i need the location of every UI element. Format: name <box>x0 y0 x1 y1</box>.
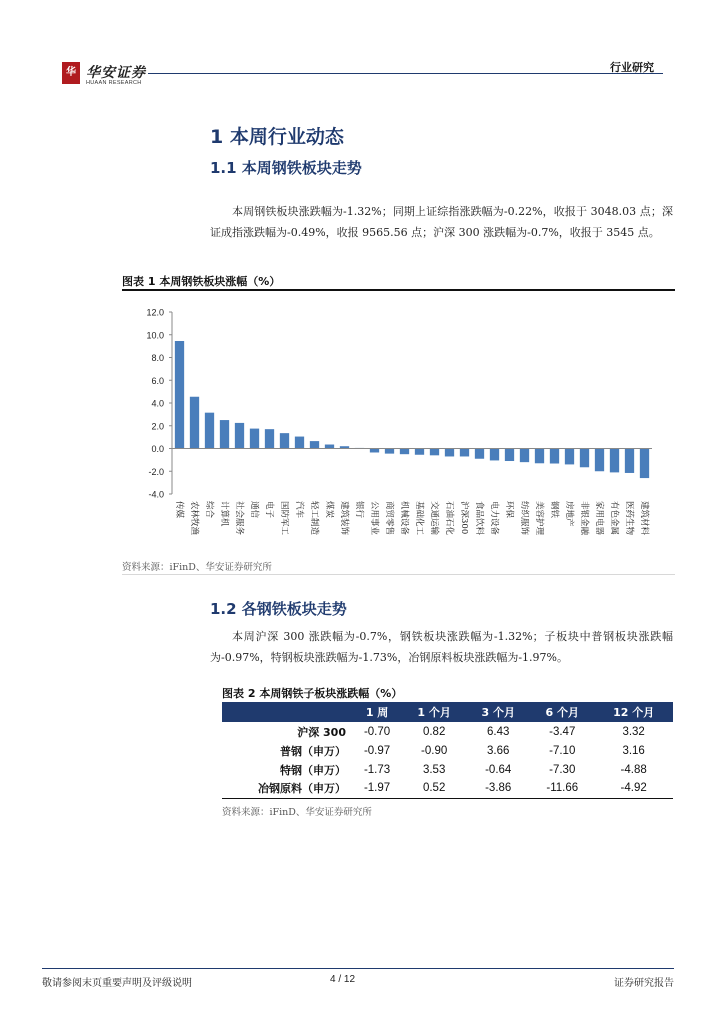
bar <box>175 341 184 448</box>
table-row <box>222 741 673 760</box>
figure2-source: 资料来源：iFinD、华安证券研究所 <box>222 807 372 818</box>
bar <box>625 449 634 473</box>
y-tick-label: 6.0 <box>151 375 164 386</box>
header-category: 行业研究 <box>610 61 654 74</box>
table-cell: 3.66 <box>487 744 510 757</box>
bar <box>580 449 589 468</box>
footer-report-type: 证券研究报告 <box>614 978 674 989</box>
x-tick-label: 计算机 <box>219 501 229 527</box>
section-title: 1 本周行业动态 <box>210 126 344 148</box>
x-tick-label: 美容护理 <box>534 501 544 536</box>
table-header-row <box>222 702 673 722</box>
x-tick-label: 汽车 <box>294 501 304 519</box>
bar <box>220 420 229 448</box>
x-tick-label: 社会服务 <box>234 501 244 536</box>
bar <box>640 449 649 479</box>
x-tick-label: 建筑材料 <box>639 501 649 536</box>
bar <box>535 449 544 464</box>
bar <box>460 449 469 457</box>
x-tick-label: 交通运输 <box>429 501 439 536</box>
logo-english: HUAAN RESEARCH <box>86 80 142 86</box>
bar <box>205 413 214 449</box>
x-tick-label: 环保 <box>504 501 514 519</box>
table-row-label: 冶钢原料（申万） <box>222 779 352 798</box>
bar <box>280 433 289 448</box>
bar <box>250 429 259 449</box>
x-tick-label: 银行 <box>354 501 364 519</box>
table-header-cell: 1 周 <box>352 702 402 722</box>
footer-disclaimer: 敬请参阅末页重要声明及评级说明 <box>42 978 192 989</box>
table-cell: 0.52 <box>402 779 466 798</box>
x-tick-label: 国防军工 <box>279 501 289 536</box>
x-tick-label: 公用事业 <box>369 501 379 536</box>
x-tick-label: 煤炭 <box>324 501 334 519</box>
y-tick-label: 10.0 <box>146 330 164 341</box>
bar <box>520 449 529 463</box>
bar <box>490 449 499 461</box>
table-row-label: 普钢（申万） <box>280 744 346 758</box>
x-tick-label: 非银金融 <box>579 501 589 536</box>
table-cell: -0.70 <box>363 725 391 738</box>
table-header-cell: 12 个月 <box>594 702 673 722</box>
x-tick-label: 钢铁 <box>549 501 559 519</box>
table-row-label: 沪深 300 <box>297 725 346 739</box>
bar <box>235 423 244 449</box>
paragraph-1-2: 本周沪深 300 涨跌幅为-0.7%，钢铁板块涨跌幅为-1.32%；子板块中普钢板块涨跌幅为-0.97%，特钢板块涨跌幅为-1.73%，冶钢原料板块涨跌幅为-1.97%。 <box>210 630 673 664</box>
bar <box>415 449 424 455</box>
table-cell: -1.97 <box>352 779 402 798</box>
x-tick-label: 有色金属 <box>609 501 619 536</box>
bar <box>370 449 379 453</box>
figure1-title: 图表 1 本周钢铁板块涨幅（%） <box>122 275 281 288</box>
subsection-title-1-1: 1.1 本周钢铁板块走势 <box>210 159 362 177</box>
y-tick-label: 12.0 <box>146 307 164 318</box>
figure1-source: 资料来源：iFinD、华安证券研究所 <box>122 562 272 573</box>
bar <box>550 449 559 464</box>
table-cell: -11.66 <box>530 779 594 798</box>
table-row-label: 特钢（申万） <box>280 763 346 777</box>
x-tick-label: 通信 <box>249 501 259 519</box>
y-tick-label: -2.0 <box>148 466 164 477</box>
table-cell: -0.97 <box>363 744 391 757</box>
figure1-divider <box>122 289 675 291</box>
x-tick-label: 食品饮料 <box>474 501 484 536</box>
bar <box>325 445 334 449</box>
bar-chart-svg <box>122 296 675 556</box>
x-tick-label: 建筑装饰 <box>339 501 349 536</box>
x-tick-label: 沪深300 <box>459 501 469 535</box>
page-header <box>0 0 724 92</box>
bar <box>190 397 199 449</box>
bar <box>385 449 394 454</box>
y-tick-label: -4.0 <box>148 489 164 500</box>
bar <box>505 449 514 462</box>
table-cell: -7.10 <box>549 744 576 757</box>
y-tick-label: 8.0 <box>151 353 164 363</box>
table-cell: -3.86 <box>466 779 530 798</box>
x-tick-label: 纺织服饰 <box>519 501 529 536</box>
table-header-cell: 6 个月 <box>530 702 594 722</box>
x-tick-label: 家用电器 <box>594 501 604 536</box>
bar <box>475 449 484 459</box>
table-row <box>222 760 673 779</box>
table-cell: 6.43 <box>487 725 510 738</box>
page-number: 4 / 12 <box>330 974 356 985</box>
table-cell: 3.32 <box>622 725 645 738</box>
bar <box>565 449 574 465</box>
paragraph-1-1: 本周钢铁板块涨跌幅为-1.32%；同期上证综指涨跌幅为-0.22%，收报于 3048.03 点；深证成指涨跌幅为-0.49%，收报 9565.56 点；沪深 300 涨跌幅为-0.7%，收报于 3545 点。 <box>210 205 673 239</box>
bar <box>310 441 319 448</box>
header-divider <box>148 73 663 74</box>
figure2-title: 图表 2 本周钢铁子板块涨跌幅（%） <box>222 687 403 700</box>
table-cell: -0.64 <box>485 763 512 776</box>
x-tick-label: 商贸零售 <box>384 501 394 536</box>
table-cell: 3.16 <box>622 744 645 757</box>
x-tick-label: 石油石化 <box>444 501 454 536</box>
x-tick-label: 机械设备 <box>399 501 409 536</box>
table-cell: -7.30 <box>549 763 576 776</box>
table-header-cell <box>222 702 352 722</box>
subsection-title-1-2: 1.2 各钢铁板块走势 <box>210 600 347 618</box>
table-cell: -3.47 <box>549 725 576 738</box>
table-row <box>222 779 673 798</box>
x-tick-label: 传媒 <box>174 501 184 519</box>
y-tick-label: 2.0 <box>151 421 164 432</box>
table-cell: -4.92 <box>594 779 673 798</box>
bar <box>295 437 304 449</box>
x-tick-label: 电子 <box>264 501 274 519</box>
table-cell: -4.88 <box>620 763 647 776</box>
bar <box>430 449 439 456</box>
x-tick-label: 农林牧渔 <box>189 501 199 536</box>
bar-chart <box>122 296 675 556</box>
table-row <box>222 722 673 741</box>
x-tick-label: 医药生物 <box>624 501 634 536</box>
footer-divider <box>42 968 674 969</box>
bar <box>400 449 409 455</box>
table-cell: -1.73 <box>363 763 391 776</box>
table-cell: 3.53 <box>422 763 446 776</box>
logo-icon <box>62 62 80 84</box>
logo-glyph: 华 <box>66 67 76 78</box>
x-tick-label: 房地产 <box>564 501 574 527</box>
x-tick-label: 轻工制造 <box>309 501 319 536</box>
bar <box>610 449 619 473</box>
table-header-cell: 1 个月 <box>402 702 466 722</box>
sector-returns-table <box>222 702 673 799</box>
bar <box>445 449 454 457</box>
bar <box>595 449 604 472</box>
x-tick-label: 电力设备 <box>489 501 499 536</box>
bar <box>265 429 274 448</box>
table-cell: -0.90 <box>421 744 448 757</box>
x-tick-label: 基础化工 <box>414 501 424 536</box>
y-tick-label: 4.0 <box>151 398 164 409</box>
figure1-source-divider <box>122 574 675 575</box>
logo-name: 华安证券 <box>86 65 146 81</box>
table-cell: 0.82 <box>422 725 446 738</box>
table-header-cell: 3 个月 <box>466 702 530 722</box>
x-tick-label: 综合 <box>204 501 214 519</box>
y-tick-label: 0.0 <box>151 444 164 454</box>
